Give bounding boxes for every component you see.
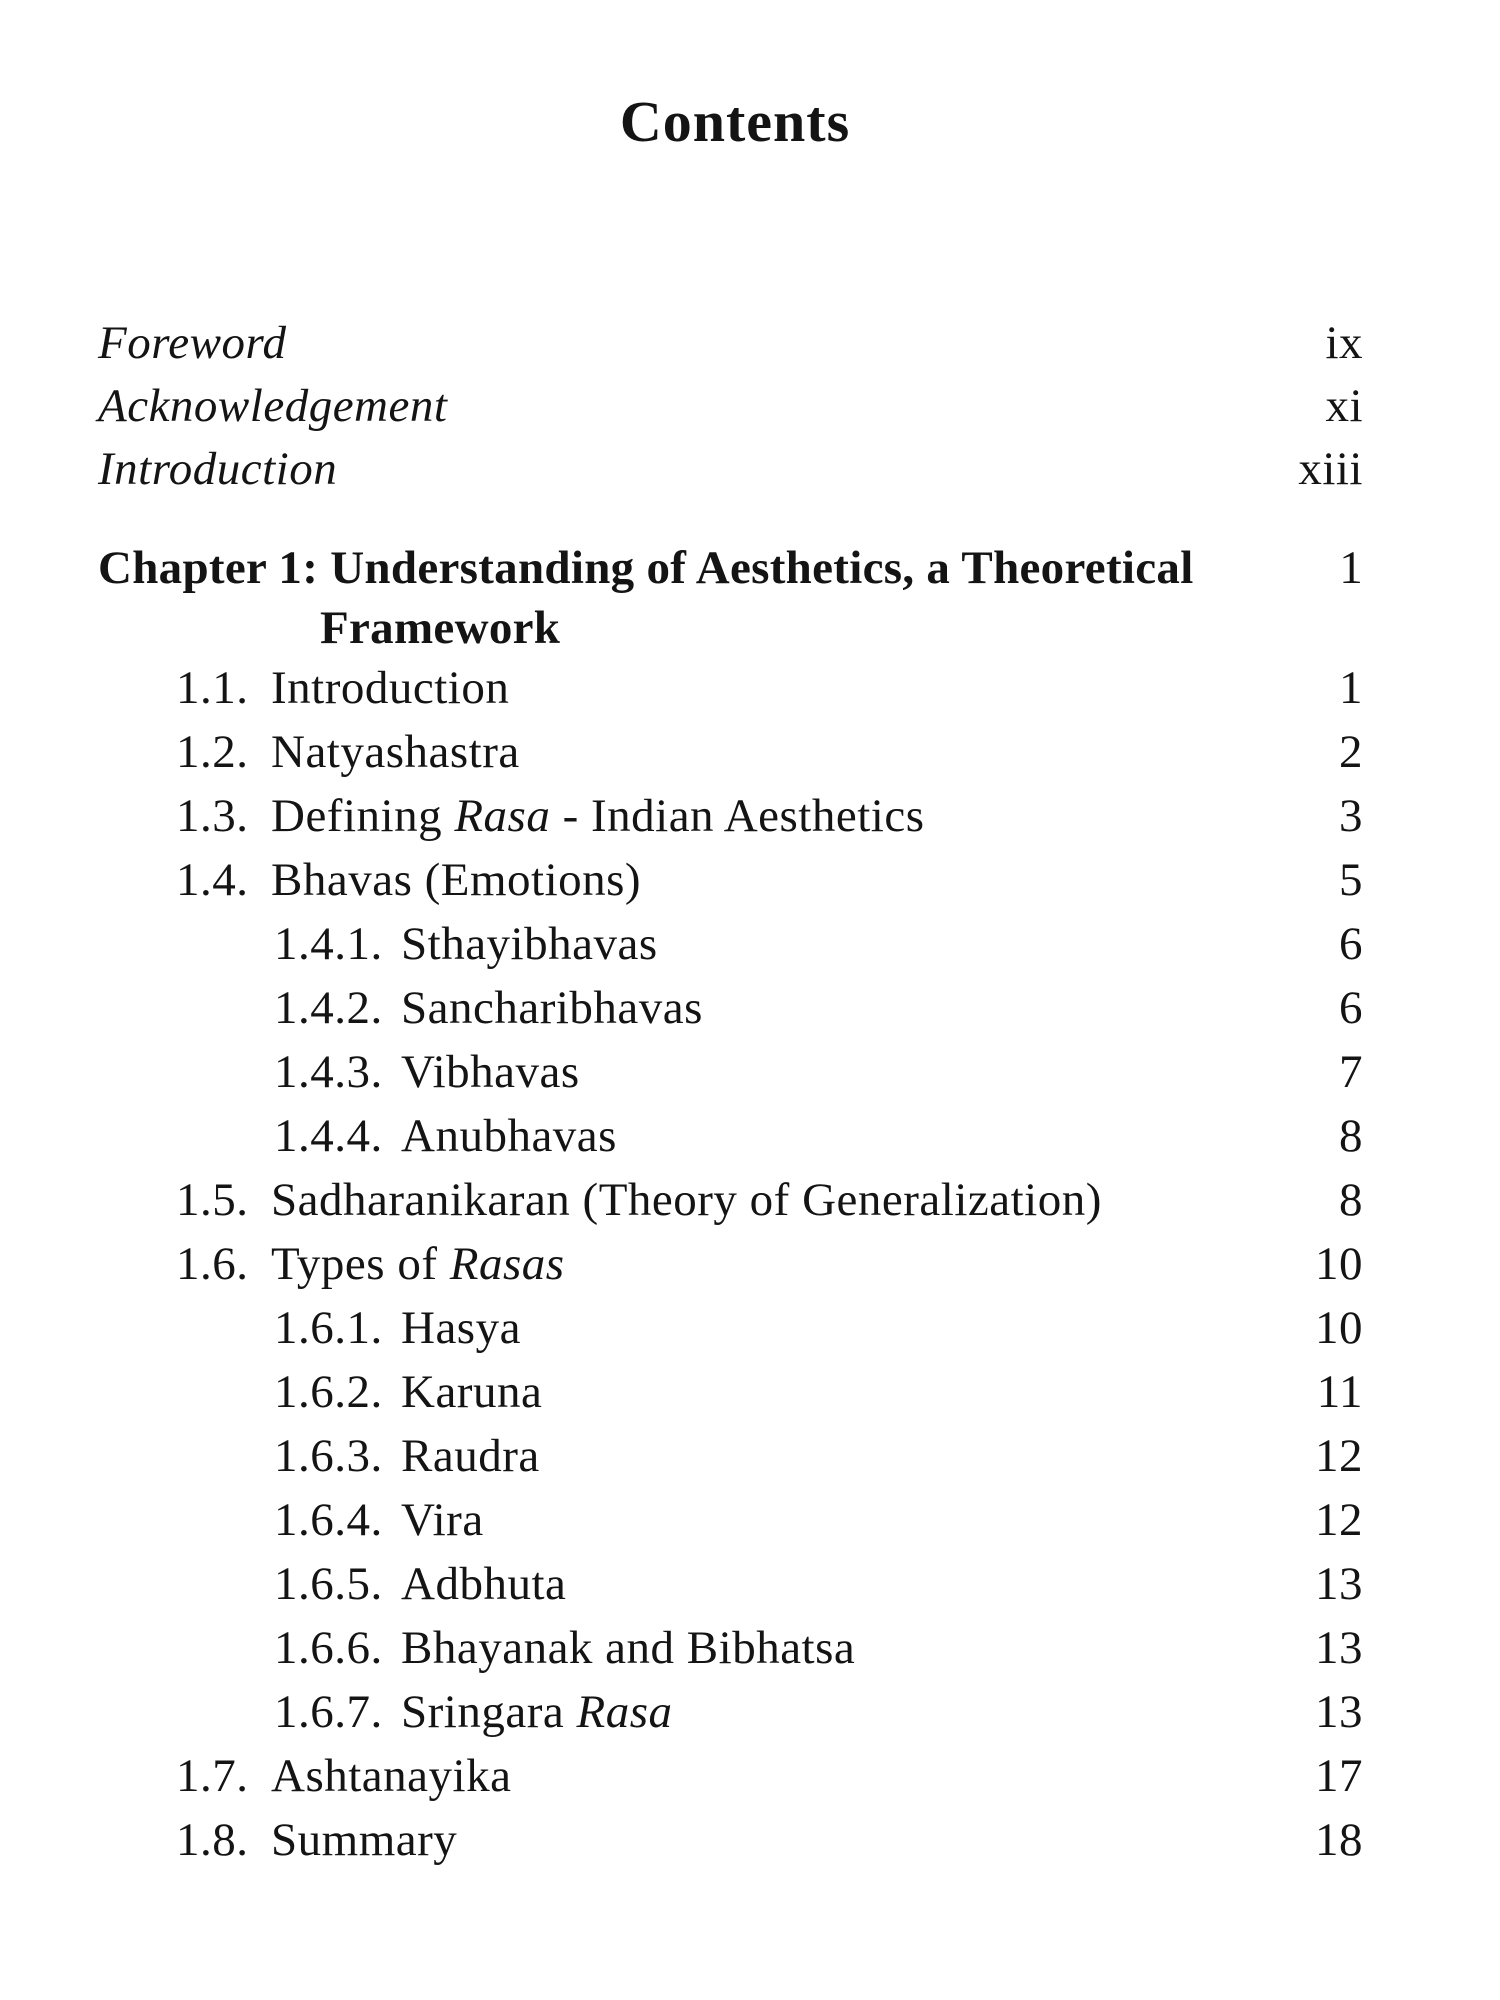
- entry-title: Bhayanak and Bibhatsa: [401, 1622, 856, 1674]
- entry-title: [271, 788, 925, 844]
- entry-page: 12: [1315, 1430, 1363, 1482]
- toc-entry-1-7: [98, 1748, 1363, 1804]
- entry-page: xi: [1325, 380, 1363, 432]
- entry-number: 1.8.: [176, 1814, 249, 1866]
- entry-title: Bhavas (Emotions): [271, 854, 642, 906]
- entry-page: 6: [1339, 918, 1363, 970]
- toc-entry-1-6-5: [98, 1556, 1363, 1612]
- entry-page: 11: [1316, 1366, 1363, 1418]
- entry-page: 10: [1315, 1238, 1363, 1290]
- toc-entry-1-6-6: [98, 1620, 1363, 1676]
- entry-number: 1.4.1.: [274, 918, 383, 970]
- entry-title: Summary: [271, 1814, 458, 1866]
- toc-entry-1-5: [98, 1172, 1363, 1228]
- toc-entry-introduction: [98, 441, 1363, 497]
- entry-title: Sthayibhavas: [401, 918, 658, 970]
- entry-title: Introduction: [98, 443, 338, 495]
- entry-number: 1.6.4.: [274, 1494, 383, 1546]
- entry-page: 17: [1315, 1750, 1363, 1802]
- entry-number: 1.7.: [176, 1750, 249, 1802]
- toc-entry-1-4-1: [98, 916, 1363, 972]
- entry-number: 1.3.: [176, 790, 249, 842]
- entry-title-emphasis: Rasa: [576, 1686, 673, 1738]
- entry-page: 5: [1339, 854, 1363, 906]
- entry-title: Introduction: [271, 662, 510, 714]
- chapter-title-line1: Chapter 1: Understanding of Aesthetics, a Theoretical: [98, 542, 1194, 594]
- entry-number: 1.6.3.: [274, 1430, 383, 1482]
- entry-page: 12: [1315, 1494, 1363, 1546]
- toc-entry-acknowledgement: [98, 378, 1363, 434]
- entry-title-suffix: - Indian Aesthetics: [550, 790, 925, 842]
- entry-number: 1.6.6.: [274, 1622, 383, 1674]
- toc-entry-1-4-2: [98, 980, 1363, 1036]
- entry-title: Ashtanayika: [271, 1750, 512, 1802]
- toc-entry-1-6-4: [98, 1492, 1363, 1548]
- entry-title: Vibhavas: [401, 1046, 580, 1098]
- toc-entry-1-2: [98, 724, 1363, 780]
- entry-page: ix: [1325, 317, 1363, 369]
- toc-entry-1-3: [98, 788, 1363, 844]
- toc-entry-1-6-3: [98, 1428, 1363, 1484]
- entry-title: [401, 1684, 672, 1740]
- toc-entry-1-4: [98, 852, 1363, 908]
- toc-entry-1-8: [98, 1812, 1363, 1868]
- entry-page: 8: [1339, 1174, 1363, 1226]
- toc-entry-1-4-3: [98, 1044, 1363, 1100]
- entry-title: Adbhuta: [401, 1558, 567, 1610]
- entry-title: Sancharibhavas: [401, 982, 703, 1034]
- entry-number: 1.6.5.: [274, 1558, 383, 1610]
- entry-title: Hasya: [401, 1302, 521, 1354]
- entry-page: 13: [1315, 1558, 1363, 1610]
- entry-title: Sadharanikaran (Theory of Generalization): [271, 1174, 1102, 1226]
- chapter-title-line2: Framework: [320, 602, 561, 654]
- entry-page: 2: [1339, 726, 1363, 778]
- entry-title-emphasis: Rasa: [454, 790, 551, 842]
- entry-title-emphasis: Rasas: [449, 1238, 565, 1290]
- entry-number: 1.4.4.: [274, 1110, 383, 1162]
- entry-title: [271, 1236, 565, 1292]
- entry-title: Raudra: [401, 1430, 540, 1482]
- entry-title: Natyashastra: [271, 726, 520, 778]
- entry-page: 13: [1315, 1686, 1363, 1738]
- entry-number: 1.5.: [176, 1174, 249, 1226]
- entry-page: 7: [1339, 1046, 1363, 1098]
- entry-page: 3: [1339, 790, 1363, 842]
- entry-page: xiii: [1298, 443, 1363, 495]
- entry-number: 1.4.: [176, 854, 249, 906]
- toc-entry-1-6-7: [98, 1684, 1363, 1740]
- toc-entry-foreword: [98, 315, 1363, 371]
- entry-number: 1.4.2.: [274, 982, 383, 1034]
- entry-page: 6: [1339, 982, 1363, 1034]
- toc-entry-1-6-2: [98, 1364, 1363, 1420]
- entry-number: 1.2.: [176, 726, 249, 778]
- entry-title-prefix: Defining: [271, 790, 455, 842]
- toc-entry-1-1: [98, 660, 1363, 716]
- entry-page: 8: [1339, 1110, 1363, 1162]
- entry-number: 1.6.: [176, 1238, 249, 1290]
- entry-title-prefix: Sringara: [401, 1686, 577, 1738]
- toc-entry-1-4-4: [98, 1108, 1363, 1164]
- entry-number: 1.6.2.: [274, 1366, 383, 1418]
- entry-number: 1.4.3.: [274, 1046, 383, 1098]
- entry-title: Acknowledgement: [98, 380, 448, 432]
- entry-page: 1: [1339, 662, 1363, 714]
- entry-page: 10: [1315, 1302, 1363, 1354]
- entry-number: 1.6.1.: [274, 1302, 383, 1354]
- entry-title-prefix: Types of: [271, 1238, 450, 1290]
- entry-title: Anubhavas: [401, 1110, 617, 1162]
- page-title: Contents: [619, 89, 851, 154]
- entry-page: 13: [1315, 1622, 1363, 1674]
- entry-number: 1.1.: [176, 662, 249, 714]
- entry-title: Foreword: [98, 317, 287, 369]
- entry-number: 1.6.7.: [274, 1686, 383, 1738]
- toc-entry-1-6-1: [98, 1300, 1363, 1356]
- toc-entry-1-6: [98, 1236, 1363, 1292]
- entry-page: 18: [1315, 1814, 1363, 1866]
- chapter-page: 1: [1339, 542, 1363, 594]
- entry-title: Karuna: [401, 1366, 543, 1418]
- entry-title: Vira: [401, 1494, 484, 1546]
